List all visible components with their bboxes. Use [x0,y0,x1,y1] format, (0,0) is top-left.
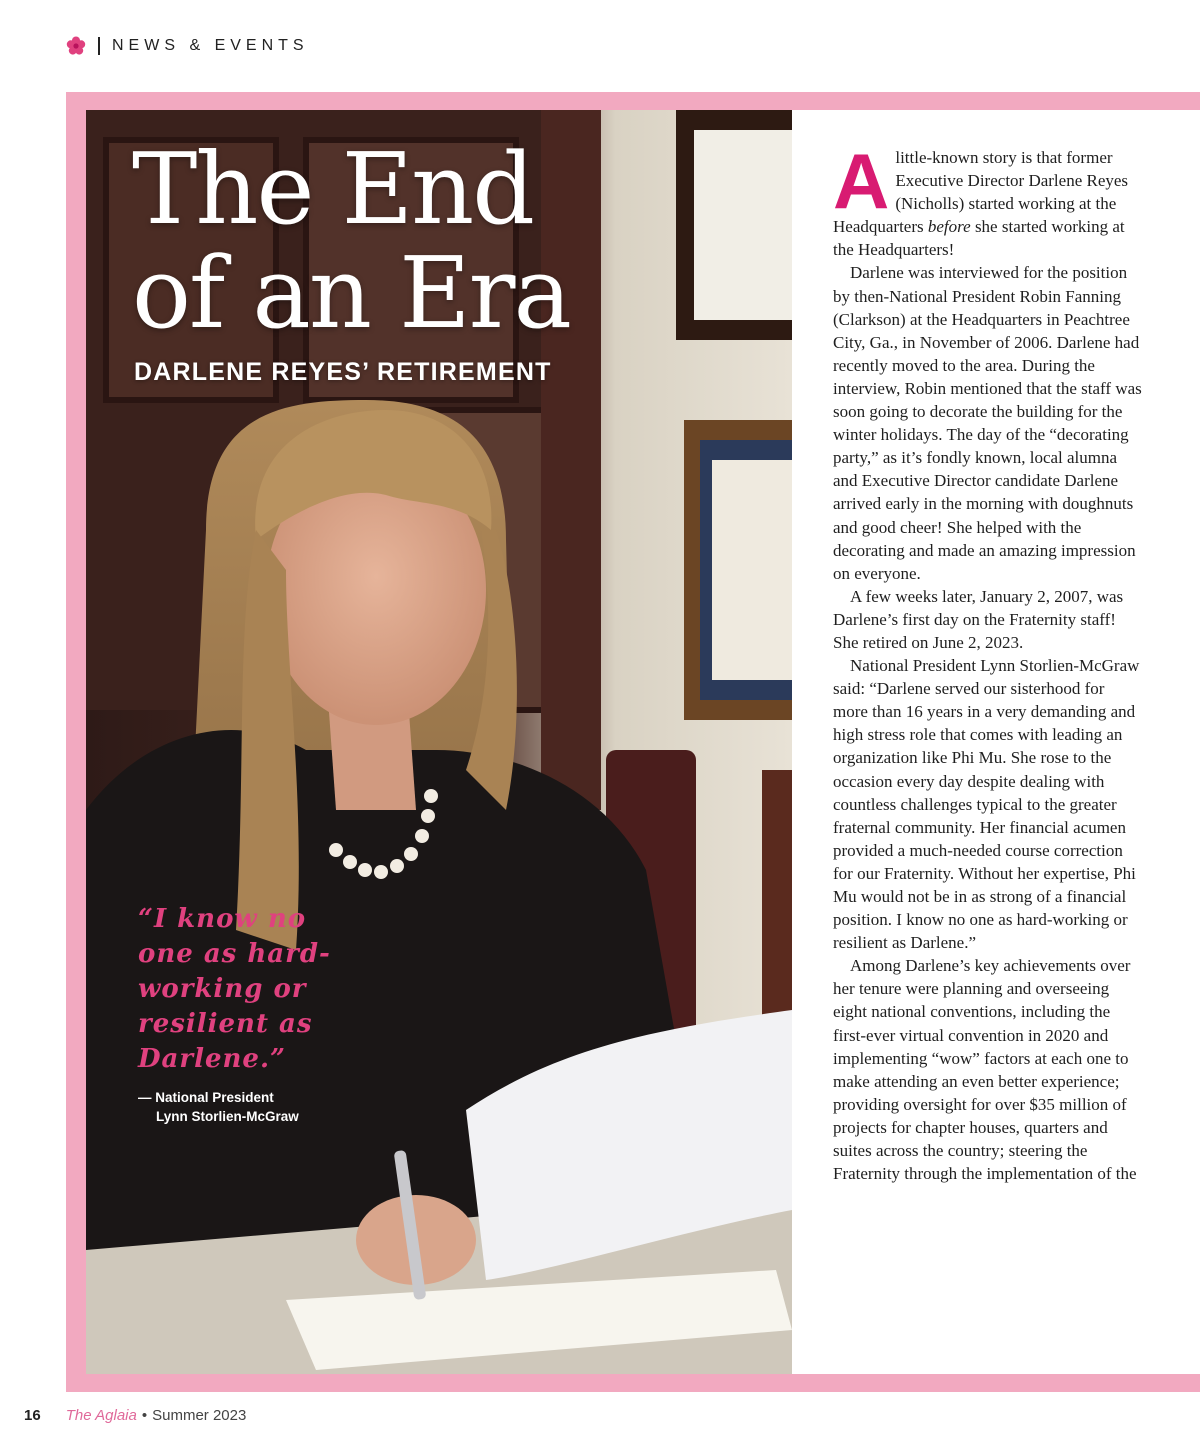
article-body [833,137,1143,1185]
page-header [66,32,309,60]
page-title [132,133,692,351]
article-paragraph-5: Among Darlene’s key achievements over her tenure were planning and overseeing eight national conventions, including the first-ever virtual convention in 2020 and implementing “wow” factors at each one to make attending an even better experience; providing oversight for over $35 million of projects for chapter houses, quarters and suites across the country; steering the Fraternity through the implementation of the [833,956,1137,1184]
attribution-line-2: Lynn Storlien-McGraw [156,1109,299,1124]
paragraph-1-emphasis: before [927,217,971,237]
publication-name: The Aglaia [65,1407,137,1424]
quote-attribution [138,1088,338,1126]
attribution-line-1: — National President [138,1090,274,1105]
flower-icon [66,36,86,56]
article-paragraph-2: Darlene was interviewed for the position by then-National President Robin Fanning (Clarkson) at the Headquarters in Peachtree City, Ga., in November of 2006. Darlene had recently moved to the area. During the interview, Robin mentioned that the staff was soon going to decorate the building for the winter holidays. The day of the “decorating party,” as it’s fondly known, local alumna and Executive Director candidate Darlene arrived early in the morning with doughnuts and good cheer! She helped with the decorating and made an amazing impression on everyone. [833,263,1142,583]
paragraph-1-text-b: she started working at the Headquarters! [833,217,1125,260]
drop-cap: A [833,137,890,225]
subtitle: DARLENE REYES’ RETIREMENT [134,358,552,386]
footer-bullet: • [141,1407,148,1424]
article-paragraph-3: A few weeks later, January 2, 2007, was Darlene’s first day on the Fraternity staff! She retired on June 2, 2023. [833,586,1124,652]
header-divider [98,37,100,55]
article-paragraph-1 [833,137,1143,261]
title-line-1: The End [132,133,534,247]
paragraph-1-text-a: little-known story is that former Executive Director Darlene Reyes (Nicholls) started working at the Headquarters [833,148,1129,237]
title-line-2: of an Era [132,237,570,351]
page-footer [24,1407,246,1424]
section-label: NEWS & EVENTS [112,37,309,54]
issue-label: Summer 2023 [152,1407,247,1424]
pull-quote: “I know no one as hard-working or resilient as Darlene.” [138,904,331,1074]
article-paragraph-4: National President Lynn Storlien-McGraw said: “Darlene served our sisterhood for more than 16 years in a very demanding and high stress role that comes with leading an organization like Phi Mu. She rose to the occasion every day despite dealing with countless challenges typical to the greater fraternal community. Her financial acumen provided a much-needed course correction for our Fraternity. Without her expertise, Phi Mu would not be in as strong of a financial position. I know no one as hard-working or resilient as Darlene.” [833,656,1140,953]
page-number: 16 [24,1407,41,1424]
